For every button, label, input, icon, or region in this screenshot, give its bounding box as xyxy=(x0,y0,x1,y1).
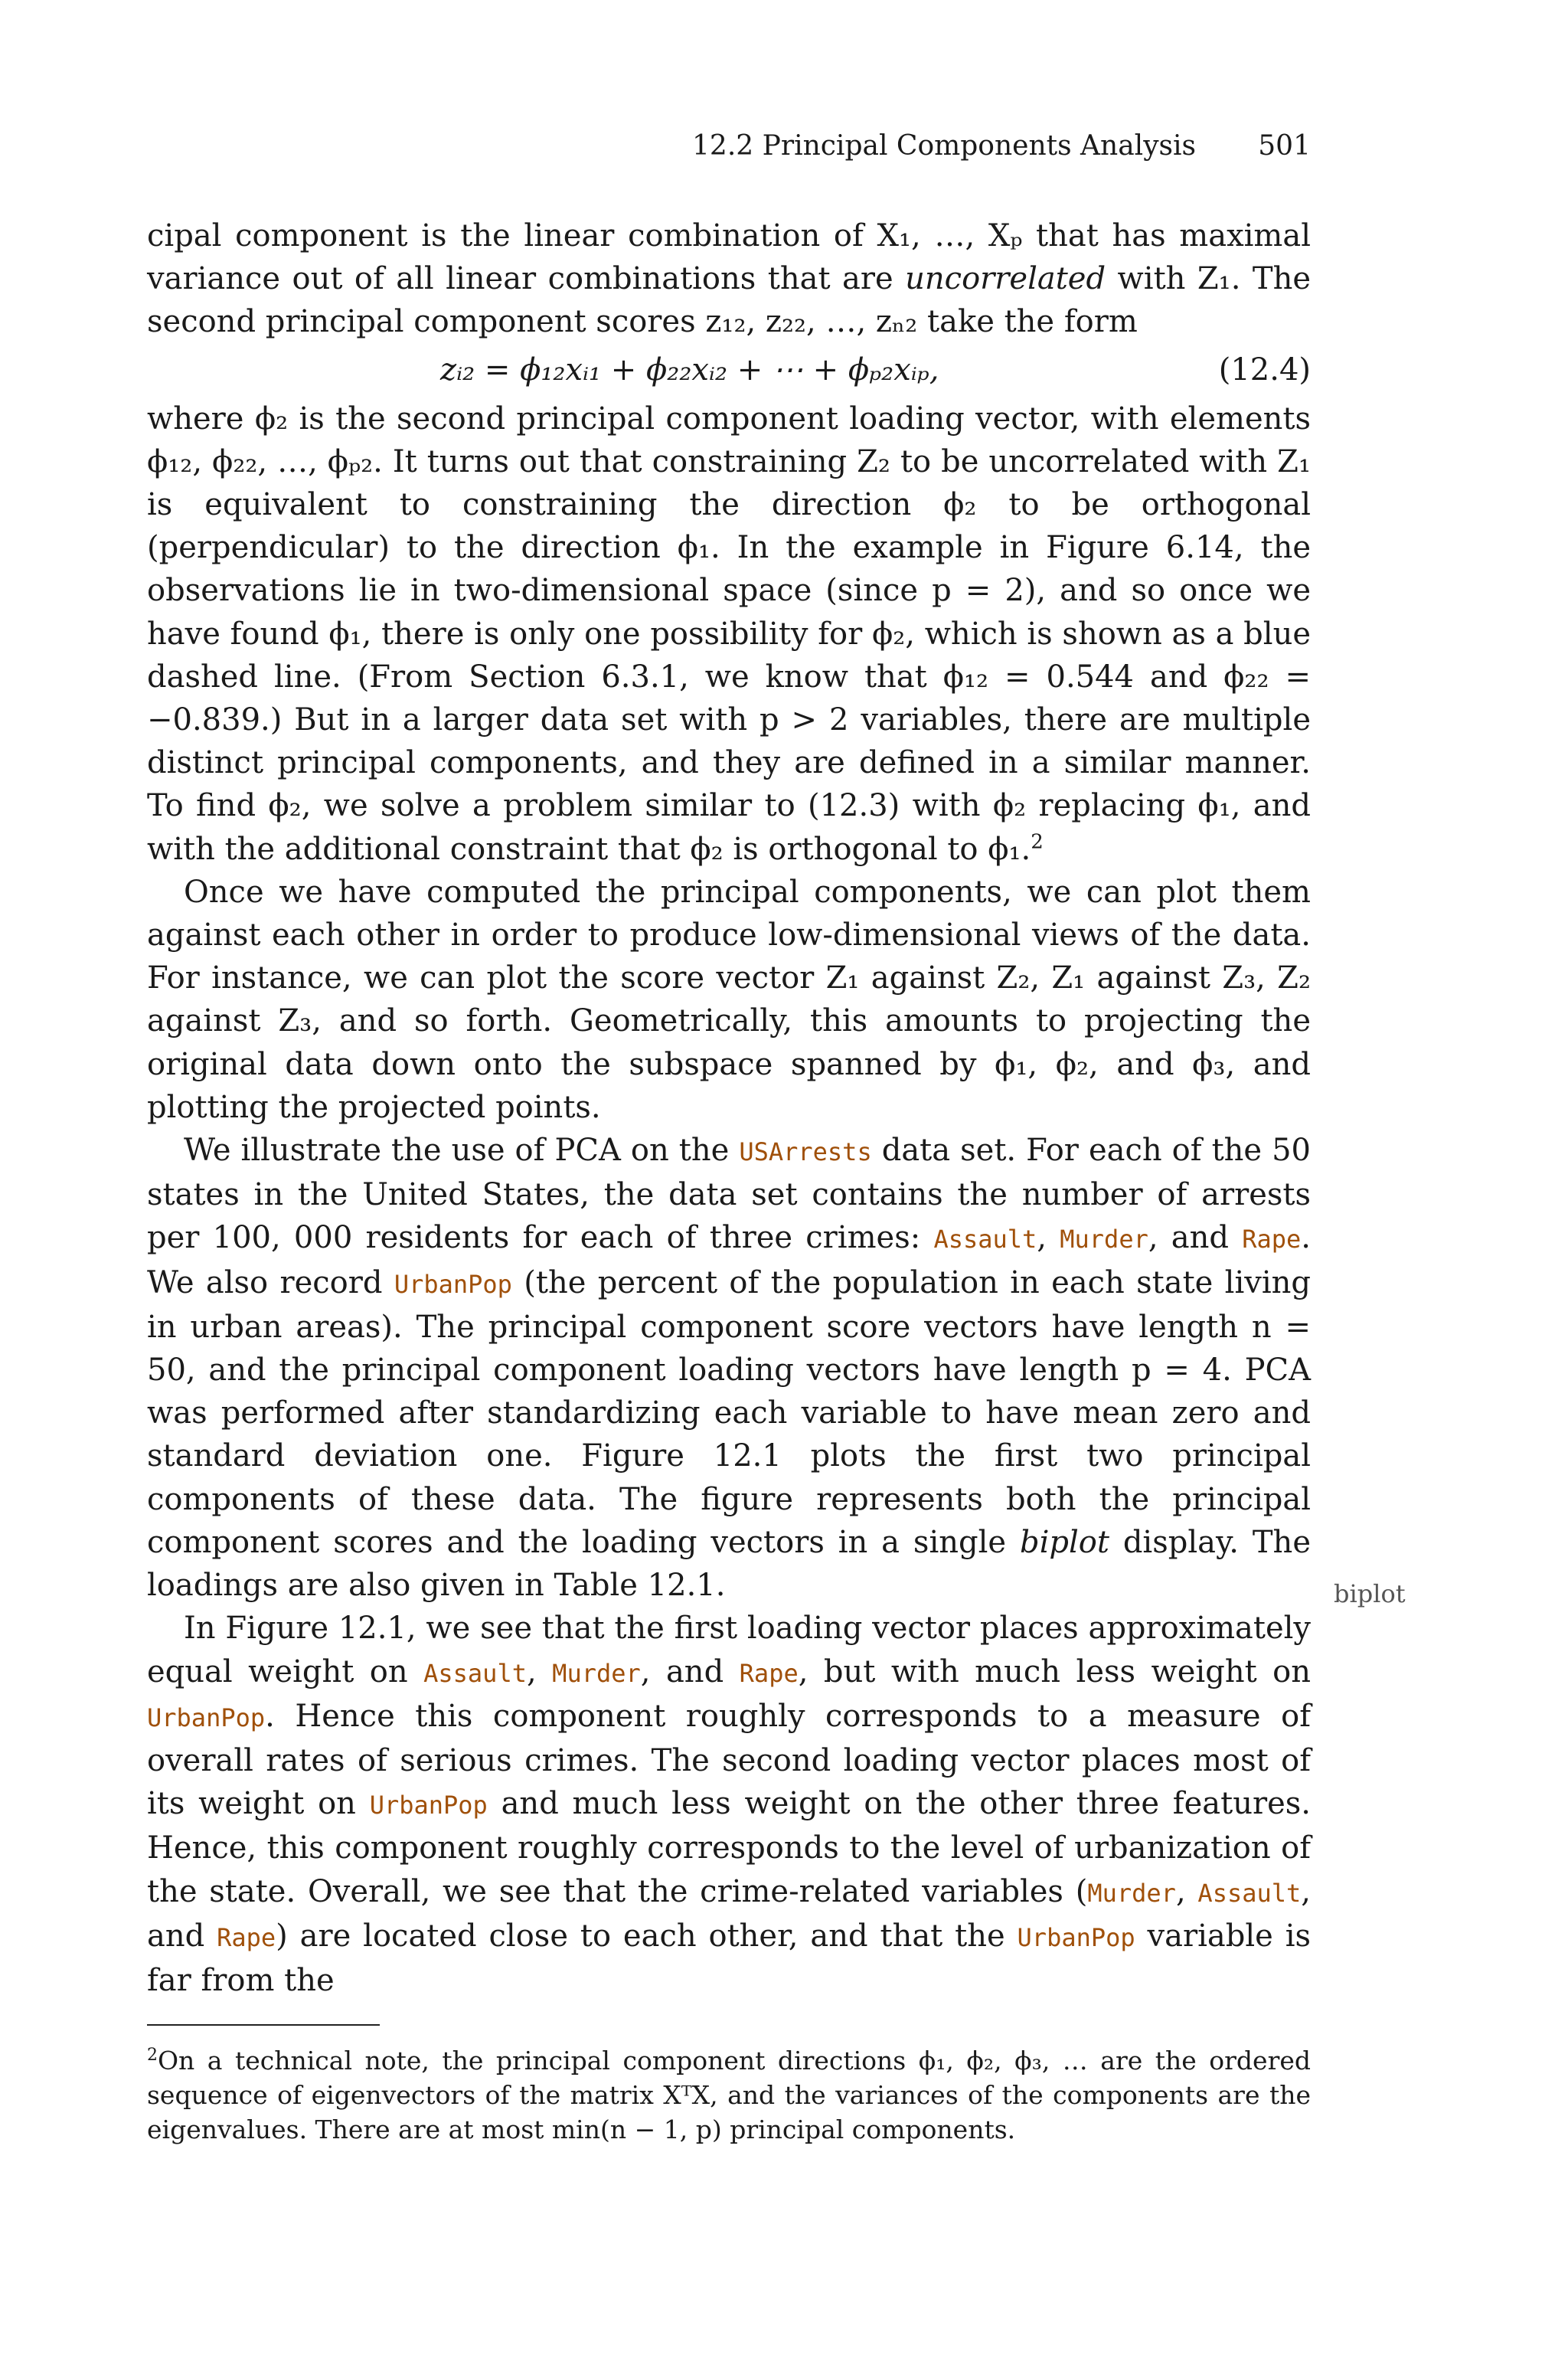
page-number: 501 xyxy=(1258,130,1311,162)
footnote-number: 2 xyxy=(147,2046,158,2065)
margin-note-biplot: biplot xyxy=(1334,1579,1406,1608)
code-urbanpop: UrbanPop xyxy=(369,1791,488,1820)
code-urbanpop: UrbanPop xyxy=(394,1269,512,1299)
footnote-marker: 2 xyxy=(1031,830,1044,854)
code-urbanpop: UrbanPop xyxy=(147,1703,266,1732)
equation-number: (12.4) xyxy=(1218,352,1311,388)
code-rape: Rape xyxy=(739,1658,799,1688)
equation-expression: zᵢ₂ = ϕ₁₂xᵢ₁ + ϕ₂₂xᵢ₂ + ⋯ + ϕₚ₂xᵢₚ, xyxy=(440,352,939,388)
code-murder: Murder xyxy=(1087,1878,1176,1908)
emphasis-biplot: biplot xyxy=(1019,1524,1109,1560)
running-header xyxy=(147,130,1311,167)
footnote xyxy=(147,2043,1311,2147)
code-murder: Murder xyxy=(1060,1225,1148,1254)
body-text xyxy=(147,214,1311,2002)
footnote-rule xyxy=(147,2024,380,2026)
equation-12-4 xyxy=(147,348,1311,391)
paragraph-4: We illustrate the use of PCA on the USArrests data set. For each of the 50 states in the United States, the data set contains the number of arrests per 100, 000 residents for each of three crimes: Assault, Murder, and Rape. We also record UrbanPop (the percent of the population in each state living in urban areas). The principal component score vectors have length n = 50, and the principal component loading vectors have length p = 4. PCA was performed after standardizing each variable to have mean zero and standard deviation one. Figure 12.1 plots the first two principal components of these data. The figure represents both the principal component scores and the loading vectors in a single biplot display. The loadings are also given in Table 12.1. xyxy=(147,1133,1312,1604)
section-title: 12.2 Principal Components Analysis xyxy=(692,130,1196,162)
paragraph-2: where ϕ₂ is the second principal component loading vector, with elements ϕ₁₂, ϕ₂₂, …, ϕₚ₂. It turns out that constraining Z₂ to be uncorrelated with Z₁ is equivalent to constraining the direction ϕ₂ to be orthogonal (perpendicular) to the direction ϕ₁. In the example in Figure 6.14, the observations lie in two-dimensional space (since p = 2), and so once we have found ϕ₁, there is only one possibility for ϕ₂, which is shown as a blue dashed line. (From Section 6.3.1, we know that ϕ₁₂ = 0.544 and ϕ₂₂ = −0.839.) But in a larger data set with p > 2 variables, there are multiple distinct principal components, and they are defined in a similar manner. To find ϕ₂, we solve a problem similar to (12.3) with ϕ₂ replacing ϕ₁, and with the additional constraint that ϕ₂ is orthogonal to ϕ₁.$^2$ xyxy=(147,401,1311,867)
code-usarrests: USArrests xyxy=(739,1137,872,1167)
code-assault: Assault xyxy=(1197,1878,1302,1908)
code-assault: Assault xyxy=(933,1225,1037,1254)
footnote-text: On a technical note, the principal component directions ϕ₁, ϕ₂, ϕ₃, … are the ordered sequence of eigenvectors of the matrix XᵀX, and the variances of the components are the eigenvalues. There are at most min(n − 1, p) principal components. xyxy=(147,2046,1311,2144)
code-rape: Rape xyxy=(1242,1225,1302,1254)
code-assault: Assault xyxy=(423,1658,527,1688)
code-urbanpop: UrbanPop xyxy=(1017,1922,1135,1952)
emphasis-uncorrelated: uncorrelated xyxy=(905,261,1106,297)
paragraph-3: Once we have computed the principal components, we can plot them against each other in order to produce low-dimensional views of the data. For instance, we can plot the score vector Z₁ against Z₂, Z₁ against Z₃, Z₂ against Z₃, and so forth. Geometrically, this amounts to projecting the original data down onto the subspace spanned by ϕ₁, ϕ₂, and ϕ₃, and plotting the projected points. xyxy=(147,874,1311,1125)
paragraph-1: cipal component is the linear combination of X₁, …, Xₚ that has maximal variance out of all linear combinations that are uncorrelated with Z₁. The second principal component scores z₁₂, z₂₂, …, zₙ₂ take the form xyxy=(147,218,1312,340)
paragraph-5: In Figure 12.1, we see that the first loading vector places approximately equal weight on Assault, Murder, and Rape, but with much less weight on UrbanPop. Hence this component roughly corresponds to a measure of overall rates of serious crimes. The second loading vector places most of its weight on UrbanPop and much less weight on the other three features. Hence, this component roughly corresponds to the level of urbanization of the state. Overall, we see that the crime-related variables (Murder, Assault, and Rape) are located close to each other, and that the UrbanPop variable is far from the xyxy=(147,1611,1312,1998)
code-rape: Rape xyxy=(217,1922,276,1952)
code-murder: Murder xyxy=(552,1658,641,1688)
